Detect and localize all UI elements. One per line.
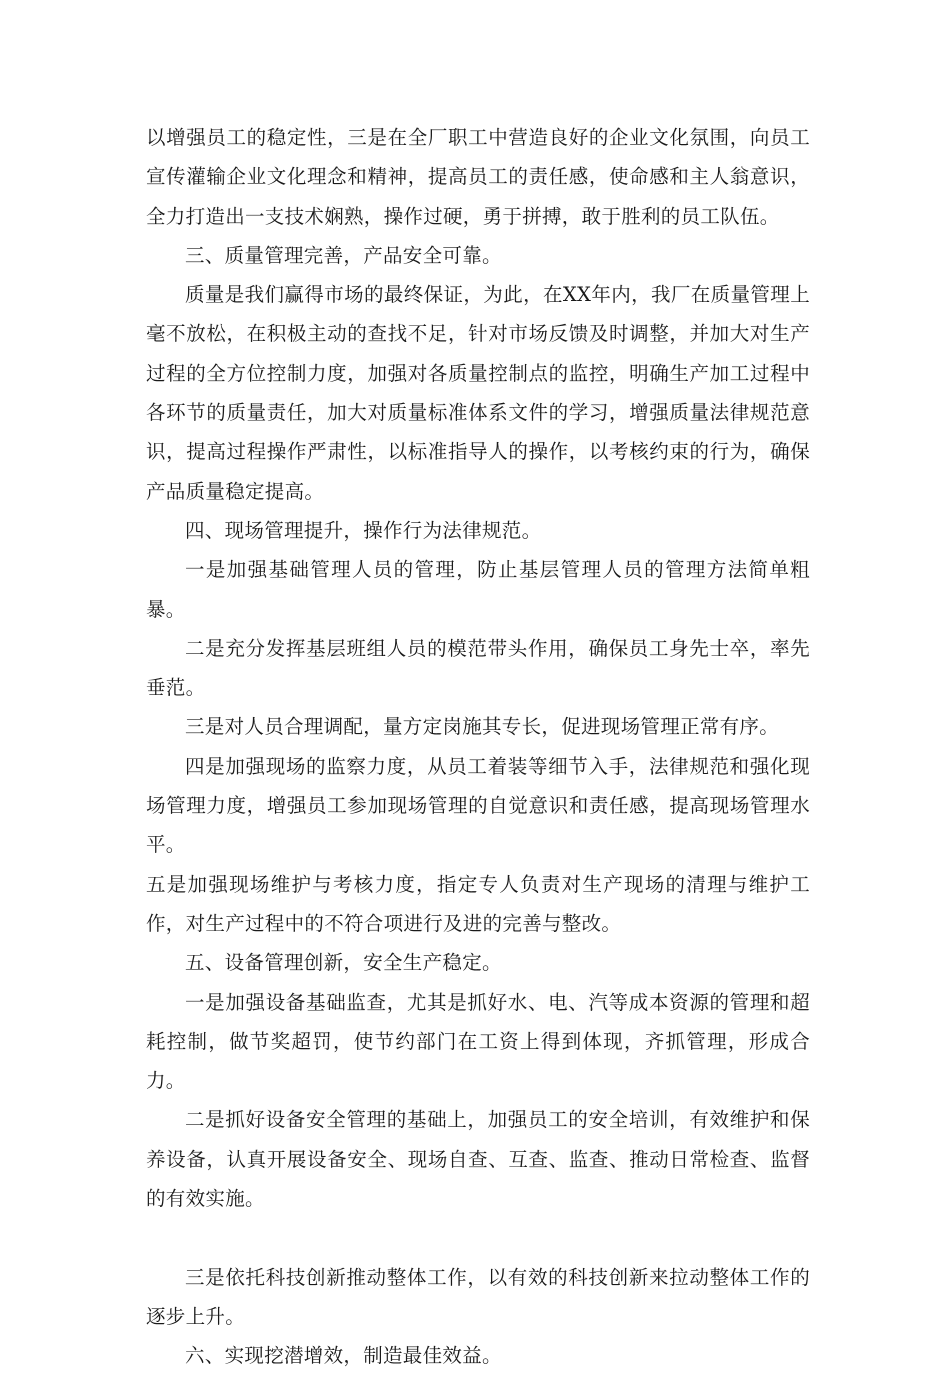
paragraph-site-item-2: 二是充分发挥基层班组人员的模范带头作用，确保员工身先士卒，率先垂范。 xyxy=(146,636,810,700)
paragraph-site-item-1: 一是加强基础管理人员的管理，防止基层管理人员的管理方法简单粗暴。 xyxy=(146,558,810,621)
paragraph-equipment-item-1: 一是加强设备基础监查，尤其是抓好水、电、汽等成本资源的管理和超耗控制，做节奖超罚，使节约部门在工资上得到体现，齐抓管理，形成合力。 xyxy=(146,990,810,1093)
paragraph-equipment-item-3: 三是依托科技创新推动整体工作，以有效的科技创新来拉动整体工作的逐步上升。 xyxy=(146,1265,810,1328)
paragraph-site-item-4: 四是加强现场的监察力度，从员工着装等细节入手，法律规范和强化现场管理力度，增强员工参加现场管理的自觉意识和责任感，提高现场管理水平。 xyxy=(146,754,810,857)
paragraph-continuation: 以增强员工的稳定性，三是在全厂职工中营造良好的企业文化氛围，向员工宣传灌输企业文化理念和精神，提高员工的责任感，使命感和主人翁意识，全力打造出一支技术娴熟，操作过硬，勇于拼搏，敢于胜利的员工队伍。 xyxy=(146,126,810,228)
section-heading-site-management: 四、现场管理提升，操作行为法律规范。 xyxy=(185,518,542,542)
section-heading-efficiency: 六、实现挖潜增效，制造最佳效益。 xyxy=(185,1344,502,1368)
document-body xyxy=(146,118,810,1376)
paragraph-quality: 质量是我们赢得市场的最终保证，为此，在XX年内，我厂在质量管理上毫不放松，在积极主动的查找不足，针对市场反馈及时调整，并加大对生产过程的全方位控制力度，加强对各质量控制点的监控，明确生产加工过程中各环节的质量责任，加大对质量标准体系文件的学习，增强质量法律规范意识，提高过程操作严肃性，以标准指导人的操作，以考核约束的行为，确保产品质量稳定提高。 xyxy=(146,283,810,503)
paragraph-equipment-item-2: 二是抓好设备安全管理的基础上，加强员工的安全培训，有效维护和保养设备，认真开展设备安全、现场自查、互查、监查、推动日常检查、监督的有效实施。 xyxy=(146,1108,810,1211)
blank-line xyxy=(146,1218,810,1257)
section-heading-quality: 三、质量管理完善，产品安全可靠。 xyxy=(185,243,502,267)
paragraph-site-item-5: 五是加强现场维护与考核力度，指定专人负责对生产现场的清理与维护工作，对生产过程中的不符合项进行及进的完善与整改。 xyxy=(146,872,810,935)
paragraph-site-item-3: 三是对人员合理调配，量方定岗施其专长，促进现场管理正常有序。 xyxy=(185,715,780,739)
section-heading-equipment: 五、设备管理创新，安全生产稳定。 xyxy=(185,951,502,975)
